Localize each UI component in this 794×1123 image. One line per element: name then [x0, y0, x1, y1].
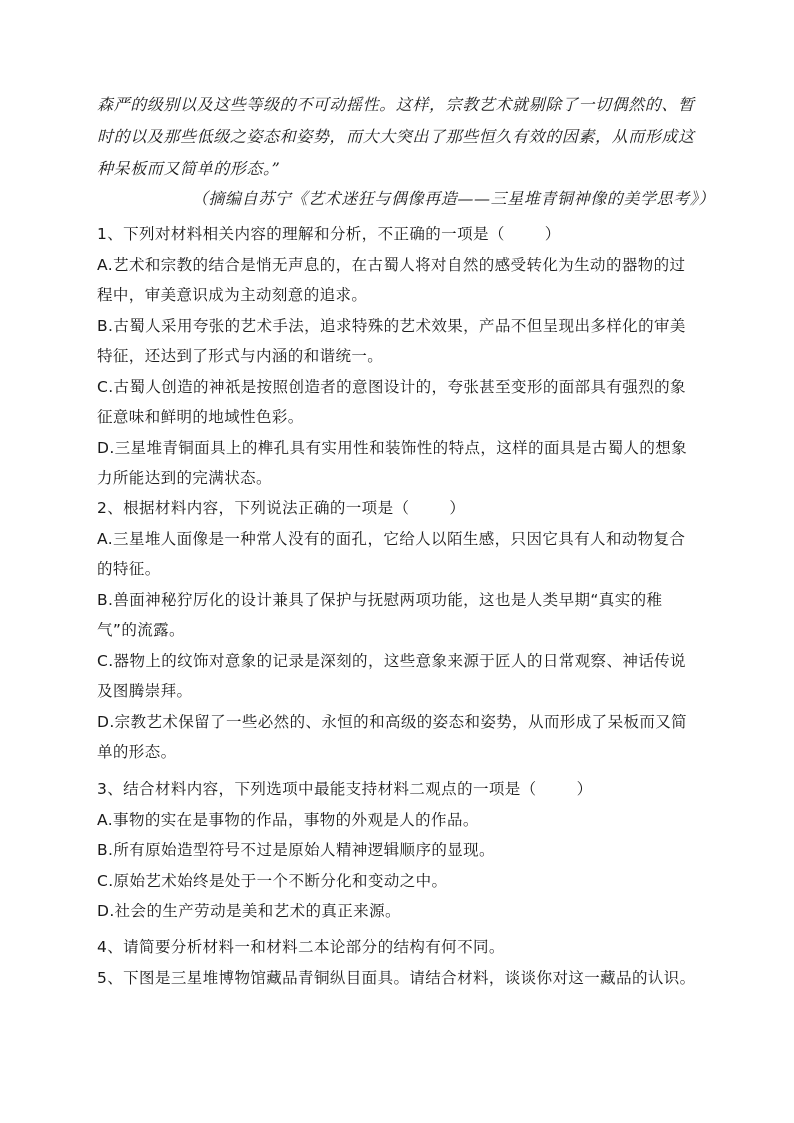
question-2-option-c: C.器物上的纹饰对意象的记录是深刻的，这些意象来源于匠人的日常观察、神话传说及图腾崇拜。	[97, 651, 686, 700]
question-1-option-b: B.古蜀人采用夸张的艺术手法，追求特殊的艺术效果，产品不但呈现出多样化的审美特征，还达到了形式与内涵的和谐统一。	[97, 316, 686, 365]
question-2-stem-text: 2、根据材料内容，下列说法正确的一项是（	[97, 499, 410, 517]
question-1-stem-close: ）	[544, 225, 561, 243]
question-5-stem: 5、下图是三星堆博物馆藏品青铜纵目面具。请结合材料，谈谈你对这一藏品的认识。	[97, 969, 696, 987]
question-3-stem	[97, 774, 701, 805]
question-3-option-d: D.社会的生产劳动是美和艺术的真正来源。	[97, 902, 401, 920]
question-3-option-a: A.事物的实在是事物的作品，事物的外观是人的作品。	[97, 810, 479, 829]
question-4-stem: 4、请简要分析材料一和材料二本论部分的结构有何不同。	[97, 938, 505, 956]
question-3-option-b: B.所有原始造型符号不过是原始人精神逻辑顺序的显现。	[97, 841, 495, 859]
question-1	[97, 219, 701, 494]
question-2	[97, 493, 701, 768]
source-citation: （摘编自苏宁《艺术迷狂与偶像再造——三星堆青铜神像的美学思考》）	[191, 189, 715, 208]
question-3-stem-text: 3、结合材料内容，下列选项中最能支持材料二观点的一项是（	[97, 780, 537, 798]
question-3-stem-close: ）	[576, 780, 593, 798]
question-3	[97, 774, 701, 927]
question-1-stem-text: 1、下列对材料相关内容的理解和分析，不正确的一项是（	[97, 225, 505, 243]
question-2-option-d: D.宗教艺术保留了一些必然的、永恒的和高级的姿态和姿势，从而形成了呆板而又简单的形态。	[97, 712, 688, 761]
question-1-stem	[97, 219, 701, 250]
question-2-stem-close: ）	[449, 499, 466, 517]
question-4	[97, 932, 701, 963]
intro-paragraph: 森严的级别以及这些等级的不可动摇性。这样，宗教艺术就剔除了一切偶然的、暂时的以及那些低级之姿态和姿势，而大大突出了那些恒久有效的因素，从而形成这种呆板而又简单的形态。”	[97, 95, 695, 178]
question-5	[97, 963, 701, 994]
question-1-option-a: A.艺术和宗教的结合是悄无声息的，在古蜀人将对自然的感受转化为生动的器物的过程中，审美意识成为主动刻意的追求。	[97, 255, 686, 304]
question-1-option-d: D.三星堆青铜面具上的榫孔具有实用性和装饰性的特点，这样的面具是古蜀人的想象力所能达到的完满状态。	[97, 438, 688, 487]
question-2-option-b: B.兽面神秘狞厉化的设计兼具了保护与抚慰两项功能，这也是人类早期“真实的稚气”的流露。	[97, 590, 663, 639]
question-1-option-c: C.古蜀人创造的神祇是按照创造者的意图设计的，夸张甚至变形的面部具有强烈的象征意味和鲜明的地域性色彩。	[97, 377, 686, 426]
question-3-option-c: C.原始艺术始终是处于一个不断分化和变动之中。	[97, 871, 448, 890]
question-2-option-a: A.三星堆人面像是一种常人没有的面孔，它给人以陌生感，只因它具有人和动物复合的特征。	[97, 529, 686, 578]
question-2-stem	[97, 493, 701, 524]
